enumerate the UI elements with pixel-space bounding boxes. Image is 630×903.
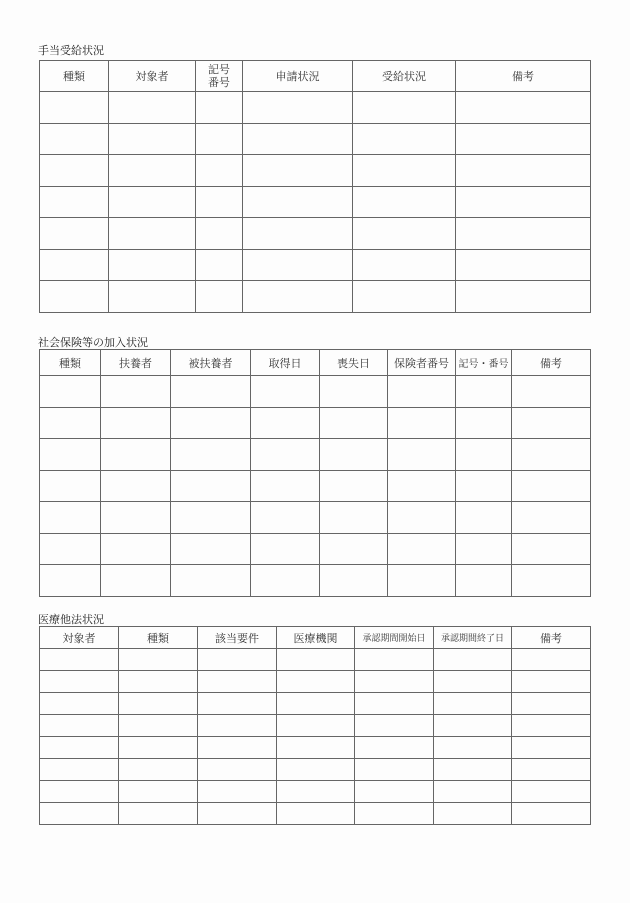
table-row [40, 249, 591, 281]
table-row [40, 186, 591, 218]
table-cell[interactable] [355, 671, 434, 693]
header-type: 種類 [119, 627, 198, 649]
table-cell[interactable] [277, 781, 355, 803]
table-cell[interactable] [388, 470, 456, 502]
table-cell[interactable] [355, 715, 434, 737]
table-cell[interactable] [119, 671, 198, 693]
table-cell[interactable] [251, 439, 320, 471]
table-row [40, 281, 591, 313]
table-cell[interactable] [109, 281, 196, 313]
table-cell[interactable] [40, 470, 101, 502]
table-cell[interactable] [40, 407, 101, 439]
table-cell[interactable] [355, 737, 434, 759]
table-cell[interactable] [198, 649, 277, 671]
table-cell[interactable] [243, 249, 353, 281]
header-receipt-status: 受給状況 [353, 61, 456, 92]
table-row [40, 502, 591, 534]
table-cell[interactable] [198, 715, 277, 737]
table-row [40, 376, 591, 408]
table-cell[interactable] [320, 502, 388, 534]
table-cell[interactable] [277, 803, 355, 825]
header-acquisition-date: 取得日 [251, 350, 320, 376]
table-cell[interactable] [40, 92, 109, 124]
table-cell[interactable] [434, 649, 512, 671]
header-row [40, 61, 591, 92]
table-cell[interactable] [198, 693, 277, 715]
table-cell[interactable] [320, 439, 388, 471]
table-row [40, 649, 591, 671]
table-cell[interactable] [388, 439, 456, 471]
table-cell[interactable] [171, 439, 251, 471]
table-row [40, 155, 591, 187]
table-cell[interactable] [434, 737, 512, 759]
table-cell[interactable] [40, 439, 101, 471]
header-symbol: 記号 [208, 63, 230, 76]
social-insurance-table [39, 349, 591, 597]
table-cell[interactable] [243, 92, 353, 124]
table-cell[interactable] [40, 565, 101, 597]
table-cell[interactable] [196, 218, 243, 250]
header-row [40, 350, 591, 376]
table-cell[interactable] [101, 533, 171, 565]
header-target-person: 対象者 [40, 627, 119, 649]
table-cell[interactable] [171, 407, 251, 439]
header-row [40, 627, 591, 649]
header-type: 種類 [40, 61, 109, 92]
table-cell[interactable] [101, 407, 171, 439]
table-row [40, 92, 591, 124]
table-cell[interactable] [198, 737, 277, 759]
table-cell[interactable] [198, 759, 277, 781]
table-cell[interactable] [109, 249, 196, 281]
table-cell[interactable] [40, 693, 119, 715]
table-cell[interactable] [456, 376, 512, 408]
table-cell[interactable] [353, 186, 456, 218]
table-cell[interactable] [277, 759, 355, 781]
table-cell[interactable] [109, 186, 196, 218]
header-remarks: 備考 [512, 627, 591, 649]
table-cell[interactable] [388, 533, 456, 565]
header-approval-end-date: 承認期間終了日 [434, 627, 512, 649]
table-cell[interactable] [40, 533, 101, 565]
table-cell[interactable] [388, 407, 456, 439]
table-cell[interactable] [40, 502, 101, 534]
table-cell[interactable] [388, 502, 456, 534]
table-cell[interactable] [119, 737, 198, 759]
header-symbol-number [196, 61, 243, 92]
table-cell[interactable] [512, 781, 591, 803]
table-cell[interactable] [320, 533, 388, 565]
table-cell[interactable] [196, 186, 243, 218]
table-cell[interactable] [251, 407, 320, 439]
table-cell[interactable] [353, 92, 456, 124]
table-cell[interactable] [512, 693, 591, 715]
table-cell[interactable] [40, 649, 119, 671]
table-cell[interactable] [40, 671, 119, 693]
table-cell[interactable] [40, 759, 119, 781]
medical-other-law-table [39, 626, 591, 825]
table-cell[interactable] [456, 533, 512, 565]
table-cell[interactable] [456, 439, 512, 471]
header-insurer-number: 保険者番号 [388, 350, 456, 376]
table-cell[interactable] [40, 803, 119, 825]
table-cell[interactable] [119, 693, 198, 715]
table-cell[interactable] [101, 565, 171, 597]
table-cell[interactable] [119, 649, 198, 671]
table-cell[interactable] [456, 123, 591, 155]
table-row [40, 737, 591, 759]
table-cell[interactable] [251, 470, 320, 502]
section-title-medical-other-law: 医療他法状況 [38, 613, 104, 626]
table-row [40, 693, 591, 715]
table-cell[interactable] [512, 533, 591, 565]
header-target-person: 対象者 [109, 61, 196, 92]
table-cell[interactable] [40, 715, 119, 737]
table-row [40, 533, 591, 565]
table-cell[interactable] [388, 376, 456, 408]
table-cell[interactable] [434, 693, 512, 715]
header-medical-institution: 医療機関 [277, 627, 355, 649]
table-cell[interactable] [434, 715, 512, 737]
table-cell[interactable] [512, 407, 591, 439]
table-cell[interactable] [196, 155, 243, 187]
table-cell[interactable] [196, 281, 243, 313]
table-cell[interactable] [198, 803, 277, 825]
table-cell[interactable] [171, 502, 251, 534]
table-cell[interactable] [277, 737, 355, 759]
table-row [40, 407, 591, 439]
table-cell[interactable] [320, 470, 388, 502]
table-cell[interactable] [434, 781, 512, 803]
table-cell[interactable] [512, 803, 591, 825]
table-cell[interactable] [171, 533, 251, 565]
table-cell[interactable] [456, 155, 591, 187]
table-cell[interactable] [171, 470, 251, 502]
table-row [40, 759, 591, 781]
table-cell[interactable] [251, 533, 320, 565]
table-cell[interactable] [355, 649, 434, 671]
table-cell[interactable] [388, 565, 456, 597]
header-approval-start-date: 承認期間開始日 [355, 627, 434, 649]
table-cell[interactable] [101, 439, 171, 471]
allowance-status-table [39, 60, 591, 313]
table-cell[interactable] [434, 803, 512, 825]
table-cell[interactable] [171, 565, 251, 597]
table-cell[interactable] [251, 502, 320, 534]
header-remarks: 備考 [512, 350, 591, 376]
table-cell[interactable] [456, 249, 591, 281]
header-requirement: 該当要件 [198, 627, 277, 649]
table-cell[interactable] [251, 376, 320, 408]
table-cell[interactable] [277, 649, 355, 671]
table-cell[interactable] [353, 281, 456, 313]
table-cell[interactable] [40, 218, 109, 250]
table-cell[interactable] [243, 186, 353, 218]
table-cell[interactable] [456, 186, 591, 218]
table-cell[interactable] [355, 781, 434, 803]
table-cell[interactable] [353, 218, 456, 250]
table-cell[interactable] [512, 470, 591, 502]
table-row [40, 803, 591, 825]
table-cell[interactable] [243, 281, 353, 313]
table-cell[interactable] [198, 671, 277, 693]
table-row [40, 671, 591, 693]
table-cell[interactable] [196, 92, 243, 124]
table-cell[interactable] [40, 186, 109, 218]
table-cell[interactable] [243, 155, 353, 187]
table-cell[interactable] [119, 759, 198, 781]
header-remarks: 備考 [456, 61, 591, 92]
table-cell[interactable] [353, 155, 456, 187]
header-application-status: 申請状況 [243, 61, 353, 92]
section-title-allowance-status: 手当受給状況 [38, 44, 104, 57]
header-loss-date: 喪失日 [320, 350, 388, 376]
table-cell[interactable] [40, 376, 101, 408]
table-cell[interactable] [109, 92, 196, 124]
table-cell[interactable] [355, 759, 434, 781]
table-cell[interactable] [277, 671, 355, 693]
table-cell[interactable] [119, 781, 198, 803]
table-cell[interactable] [109, 218, 196, 250]
table-cell[interactable] [101, 502, 171, 534]
table-cell[interactable] [456, 502, 512, 534]
table-row [40, 715, 591, 737]
table-cell[interactable] [355, 693, 434, 715]
table-cell[interactable] [40, 737, 119, 759]
table-cell[interactable] [456, 407, 512, 439]
table-cell[interactable] [277, 693, 355, 715]
table-cell[interactable] [456, 281, 591, 313]
table-cell[interactable] [196, 123, 243, 155]
table-cell[interactable] [353, 249, 456, 281]
table-row [40, 781, 591, 803]
table-cell[interactable] [40, 155, 109, 187]
table-cell[interactable] [353, 123, 456, 155]
header-symbol-number: 記号・番号 [456, 350, 512, 376]
table-cell[interactable] [198, 781, 277, 803]
table-cell[interactable] [251, 565, 320, 597]
table-cell[interactable] [512, 376, 591, 408]
section-title-social-insurance: 社会保険等の加入状況 [38, 336, 148, 349]
table-cell[interactable] [320, 376, 388, 408]
table-cell[interactable] [512, 737, 591, 759]
table-row [40, 470, 591, 502]
table-cell[interactable] [456, 218, 591, 250]
table-cell[interactable] [101, 376, 171, 408]
table-cell[interactable] [101, 470, 171, 502]
table-cell[interactable] [512, 759, 591, 781]
header-number: 番号 [208, 76, 230, 89]
table-cell[interactable] [434, 671, 512, 693]
table-cell[interactable] [196, 249, 243, 281]
table-cell[interactable] [320, 565, 388, 597]
table-row [40, 439, 591, 471]
table-cell[interactable] [456, 470, 512, 502]
table-cell[interactable] [40, 123, 109, 155]
header-dependent: 被扶養者 [171, 350, 251, 376]
table-cell[interactable] [277, 715, 355, 737]
table-row [40, 123, 591, 155]
table-row [40, 565, 591, 597]
table-cell[interactable] [40, 781, 119, 803]
table-cell[interactable] [171, 376, 251, 408]
table-cell[interactable] [512, 439, 591, 471]
table-cell[interactable] [456, 92, 591, 124]
table-cell[interactable] [243, 218, 353, 250]
table-cell[interactable] [119, 803, 198, 825]
table-cell[interactable] [456, 565, 512, 597]
table-row [40, 218, 591, 250]
table-cell[interactable] [512, 715, 591, 737]
table-cell[interactable] [512, 565, 591, 597]
table-cell[interactable] [355, 803, 434, 825]
table-cell[interactable] [40, 249, 109, 281]
table-cell[interactable] [109, 123, 196, 155]
table-cell[interactable] [243, 123, 353, 155]
table-cell[interactable] [434, 759, 512, 781]
header-type: 種類 [40, 350, 101, 376]
table-cell[interactable] [320, 407, 388, 439]
table-cell[interactable] [119, 715, 198, 737]
table-cell[interactable] [512, 502, 591, 534]
table-cell[interactable] [40, 281, 109, 313]
table-cell[interactable] [109, 155, 196, 187]
header-supporter: 扶養者 [101, 350, 171, 376]
table-cell[interactable] [512, 649, 591, 671]
table-cell[interactable] [512, 671, 591, 693]
